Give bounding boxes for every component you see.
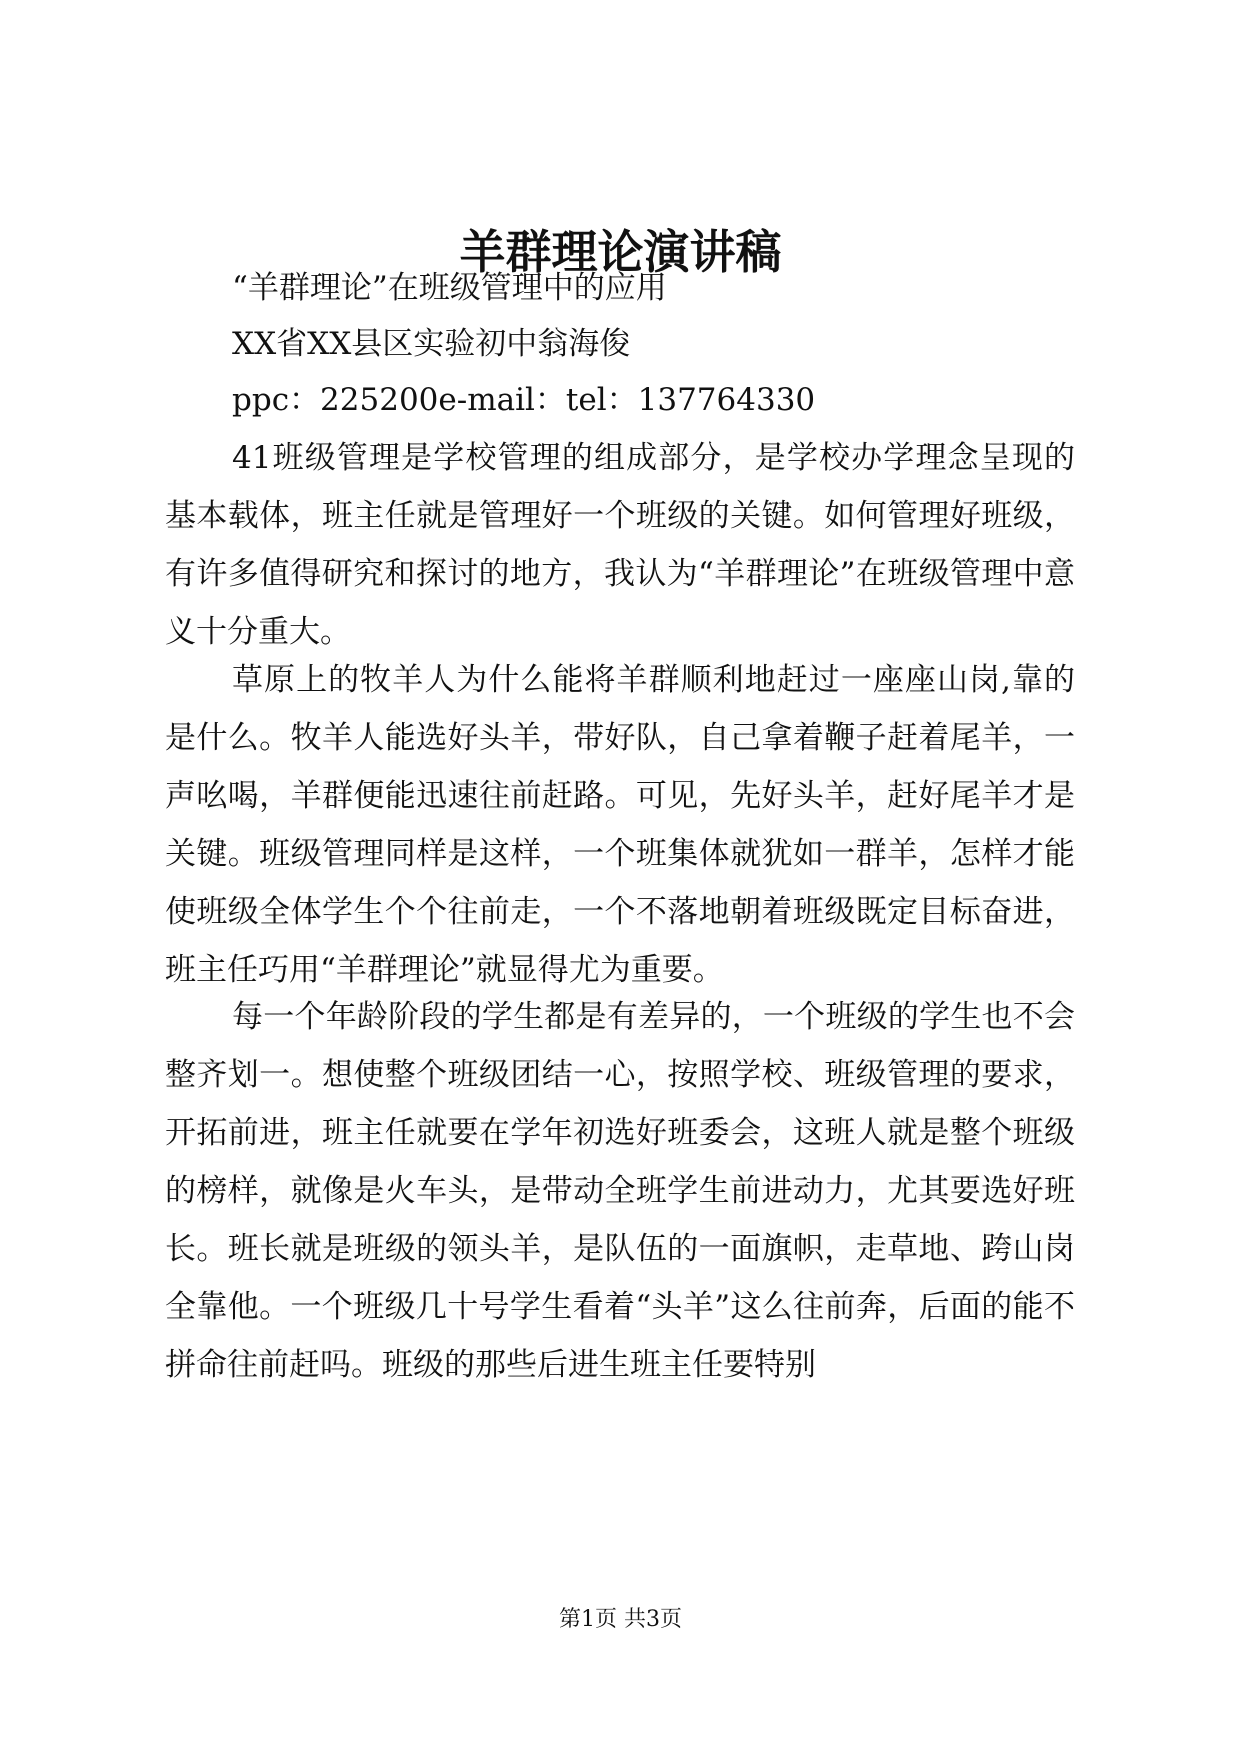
author-line: XX省XX县区实验初中翁海俊 — [232, 326, 631, 362]
page-number-footer: 第1页 共3页 — [559, 1607, 682, 1632]
document-subtitle: “羊群理论”在班级管理中的应用 — [232, 270, 667, 306]
document-title: 羊群理论演讲稿 — [459, 225, 782, 279]
paragraph-1: 41班级管理是学校管理的组成部分，是学校办学理念呈现的基本载体，班主任就是管理好一个班级的关键。如何管理好班级，有许多值得研究和探讨的地方，我认为“羊群理论”在班级管理中意义十分重大。 — [165, 440, 1075, 650]
contact-line: ppc：225200e-mail：tel：137764330 — [232, 382, 816, 418]
paragraph-2: 草原上的牧羊人为什么能将羊群顺利地赶过一座座山岗,靠的是什么。牧羊人能选好头羊，带好队，自己拿着鞭子赶着尾羊，一声吆喝，羊群便能迅速往前赶路。可见，先好头羊，赶好尾羊才是关键。班级管理同样是这样，一个班集体就犹如一群羊，怎样才能使班级全体学生个个往前走，一个不落地朝着班级既定目标奋进，班主任巧用“羊群理论”就显得尤为重要。 — [165, 662, 1075, 988]
paragraph-3: 每一个年龄阶段的学生都是有差异的，一个班级的学生也不会整齐划一。想使整个班级团结一心，按照学校、班级管理的要求，开拓前进，班主任就要在学年初选好班委会，这班人就是整个班级的榜样，就像是火车头，是带动全班学生前进动力，尤其要选好班长。班长就是班级的领头羊，是队伍的一面旗帜，走草地、跨山岗全靠他。一个班级几十号学生看着“头羊”这么往前奔，后面的能不拼命往前赶吗。班级的那些后进生班主任要特别 — [165, 999, 1075, 1383]
